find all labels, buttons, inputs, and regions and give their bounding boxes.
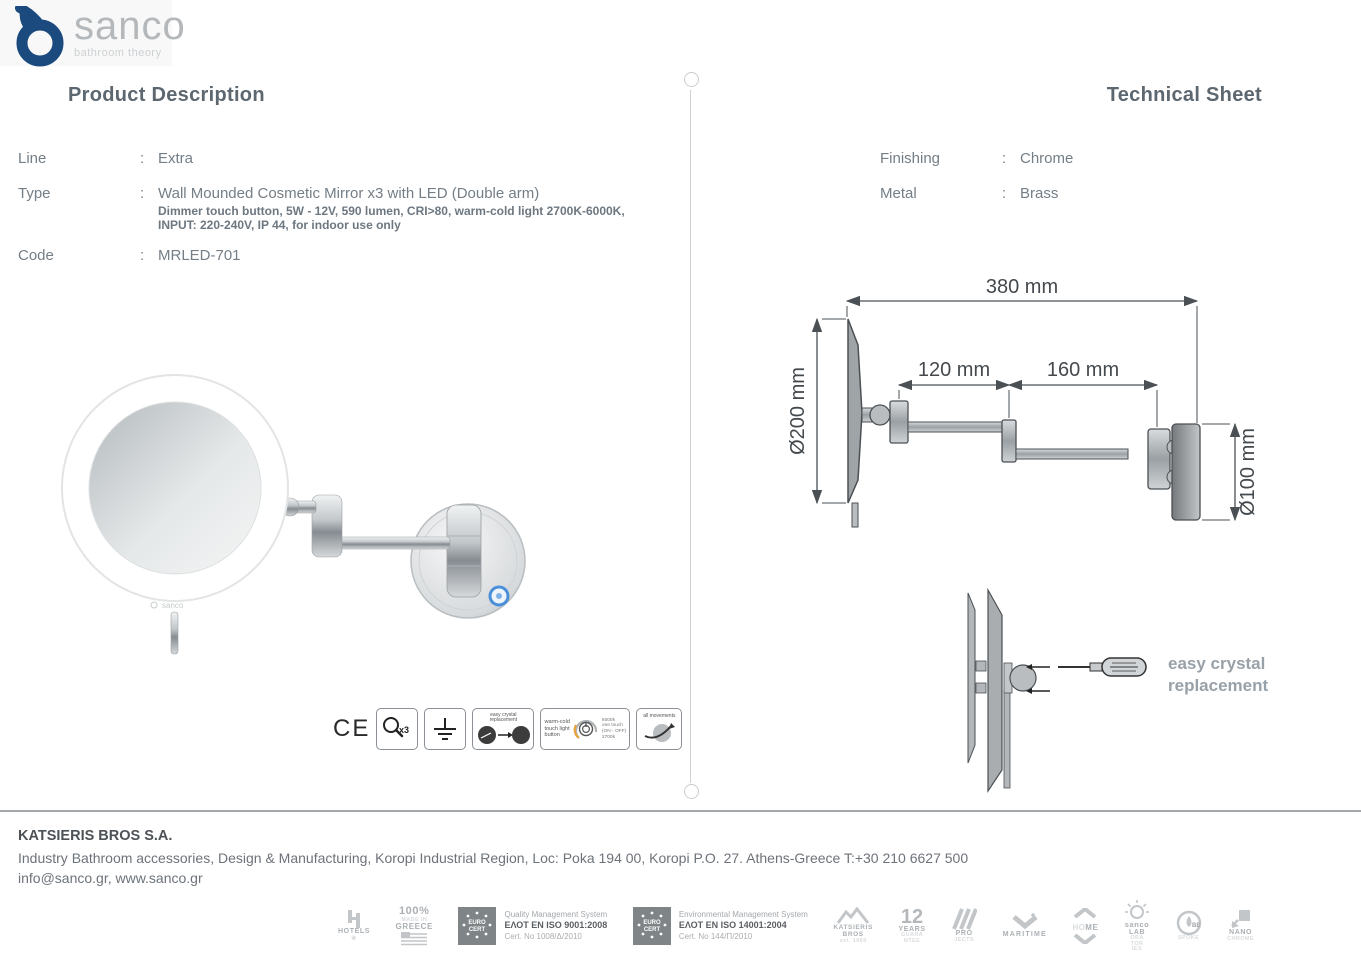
type-details bbox=[158, 204, 625, 232]
chevron-up-icon bbox=[1073, 908, 1097, 918]
warm-cold-2700k: 2700k bbox=[601, 734, 615, 740]
type-label: Type bbox=[18, 185, 51, 202]
all-movements-box bbox=[636, 708, 682, 750]
crystal-note bbox=[1168, 653, 1268, 697]
all-movements-title: all movements bbox=[643, 713, 676, 720]
finishing-label: Finishing bbox=[880, 150, 941, 167]
cert-iso9001 bbox=[458, 907, 607, 945]
iso14001-title: Environmental Management System bbox=[678, 910, 808, 920]
cert-iso14001 bbox=[633, 907, 808, 945]
eurocert-badge-icon bbox=[458, 907, 496, 945]
page-title-right: Technical Sheet bbox=[1106, 84, 1262, 106]
ground-icon bbox=[428, 715, 462, 743]
svg-text:CERT: CERT bbox=[643, 927, 661, 933]
warm-cold-on-off: (ON - OFF) bbox=[601, 729, 627, 734]
bespoke-drop-icon bbox=[1176, 910, 1202, 936]
technical-drawing bbox=[770, 265, 1280, 545]
iso14001-standard: ΕΛΟΤ EN ISO 14001:2004 bbox=[678, 920, 787, 931]
field-metal bbox=[880, 185, 1058, 202]
product-photo-mirror bbox=[40, 365, 640, 705]
eurocert-badge-icon bbox=[633, 907, 671, 945]
metal-label: Metal bbox=[880, 185, 917, 202]
divider-top-dot bbox=[684, 72, 699, 87]
svg-text:x3: x3 bbox=[399, 725, 410, 735]
cert-made-in-greece: 100% MADE IN GREECE bbox=[396, 906, 433, 946]
svg-text:EURO: EURO bbox=[468, 920, 487, 926]
warm-cold-text-3: button bbox=[544, 732, 560, 739]
hotels-icon bbox=[345, 910, 363, 928]
sanco-drop-icon bbox=[12, 6, 66, 68]
crystal-swap-icon bbox=[476, 724, 530, 746]
colon: : bbox=[1002, 185, 1007, 202]
maritime-icon bbox=[1011, 913, 1039, 931]
svg-text:CERT: CERT bbox=[469, 927, 486, 933]
code-value: MRLED-701 bbox=[158, 247, 241, 264]
field-type bbox=[18, 185, 539, 202]
page-title-left: Product Description bbox=[68, 84, 265, 106]
slashes-icon bbox=[951, 908, 977, 930]
vertical-divider bbox=[690, 90, 691, 783]
power-dial-icon bbox=[572, 714, 600, 744]
line-value: Extra bbox=[158, 150, 194, 167]
dim-380: 380 mm bbox=[985, 276, 1059, 298]
line-label: Line bbox=[18, 150, 47, 167]
code-label: Code bbox=[18, 247, 54, 264]
warm-cold-text-2: touch light bbox=[544, 725, 570, 732]
cert-maritime: MARITIME bbox=[1003, 913, 1047, 938]
cert-nano-chrome: NANO CHROME bbox=[1227, 909, 1254, 942]
dim-120: 120 mm bbox=[917, 359, 991, 381]
crystal-note-line2: replacement bbox=[1168, 676, 1269, 695]
field-finishing bbox=[880, 150, 1073, 167]
magnifier-x3-box bbox=[376, 708, 418, 750]
type-detail-1: Dimmer touch button, 5W - 12V, 590 lumen, CRI>80, warm-cold light 2700K-6000K, bbox=[158, 204, 625, 218]
footer-contacts[interactable]: info@sanco.gr, www.sanco.gr bbox=[18, 870, 203, 886]
ce-mark-icon: CE bbox=[333, 715, 371, 742]
iso14001-cert-no: Cert. No 144/Π/2010 bbox=[678, 931, 753, 941]
dim-100: Ø100 mm bbox=[1237, 428, 1259, 516]
type-value: Wall Mounded Cosmetic Mirror x3 with LED (Double arm) bbox=[158, 185, 540, 202]
dim-160: 160 mm bbox=[1046, 359, 1120, 381]
footer-company: KATSIERIS BROS S.A. bbox=[18, 828, 173, 844]
easy-crystal-title-2: replacement bbox=[489, 717, 518, 723]
chevron-down-icon bbox=[1073, 934, 1097, 944]
greek-flag-icon bbox=[401, 932, 427, 946]
lightbulb-icon bbox=[1124, 899, 1150, 921]
cert-home: HOME bbox=[1072, 908, 1098, 944]
metal-value: Brass bbox=[1020, 185, 1059, 202]
brand-name: sanco bbox=[74, 4, 186, 48]
type-detail-2: INPUT: 220-240V, IP 44, for indoor use only bbox=[158, 218, 401, 232]
svg-text:EURO: EURO bbox=[643, 920, 661, 926]
svg-text:BE: BE bbox=[1191, 923, 1200, 930]
colon: : bbox=[140, 150, 145, 167]
crystal-replacement-drawing bbox=[940, 585, 1180, 795]
dim-200: Ø200 mm bbox=[787, 367, 809, 455]
magnifier-icon bbox=[380, 715, 414, 743]
iso9001-standard: ΕΛΟΤ EN ISO 9001:2008 bbox=[504, 920, 608, 931]
cert-bespoke: BE SPOKE bbox=[1176, 910, 1202, 942]
colon: : bbox=[1002, 150, 1007, 167]
cert-hotels: HOTELS ★ bbox=[338, 910, 370, 943]
field-line bbox=[18, 150, 193, 167]
nano-chrome-icon bbox=[1230, 909, 1252, 929]
divider-bottom-dot bbox=[684, 784, 699, 799]
finishing-value: Chrome bbox=[1020, 150, 1074, 167]
field-code bbox=[18, 247, 241, 264]
cert-sanco-lab: sanco LAB ORA TOR IES bbox=[1124, 899, 1150, 954]
warm-cold-6000k: 6000k bbox=[601, 717, 615, 723]
cert-katsieris-bros: KATSIERIS BROS est. 1969 bbox=[833, 907, 873, 944]
warm-cold-box bbox=[540, 708, 630, 750]
warm-cold-one-touch: one touch bbox=[601, 723, 623, 729]
all-movements-icon bbox=[642, 720, 676, 744]
colon: : bbox=[140, 247, 145, 264]
cert-projects: PRO JECTS bbox=[951, 908, 977, 943]
brand-logo bbox=[12, 6, 186, 68]
easy-crystal-box bbox=[472, 708, 534, 750]
warm-cold-text-1: warm-cold bbox=[544, 719, 570, 726]
footer-divider bbox=[0, 810, 1361, 812]
colon: : bbox=[140, 185, 145, 202]
ground-symbol-box bbox=[424, 708, 466, 750]
feature-icons-row bbox=[333, 706, 682, 752]
iso9001-cert-no: Cert. No 1008/Δ/2010 bbox=[504, 931, 582, 941]
easy-crystal-title-1: easy crystal bbox=[490, 711, 517, 718]
cert-12-years: 12 YEARS GUARA NTEE bbox=[898, 905, 926, 944]
footer-address: Industry Bathroom accessories, Design & Manufacturing, Koropi Industrial Region, Loc: Poka 194 00, Koropi P.O. 27. Athens-Greece T:+30 210 6627 500 bbox=[18, 850, 969, 866]
mirror-watermark: sanco bbox=[162, 601, 184, 610]
certification-strip bbox=[338, 896, 1254, 956]
crystal-note-line1: easy crystal bbox=[1168, 654, 1266, 673]
mountains-icon bbox=[836, 907, 870, 925]
iso9001-title: Quality Management System bbox=[504, 910, 608, 920]
brand-tagline: bathroom theory bbox=[74, 47, 162, 59]
